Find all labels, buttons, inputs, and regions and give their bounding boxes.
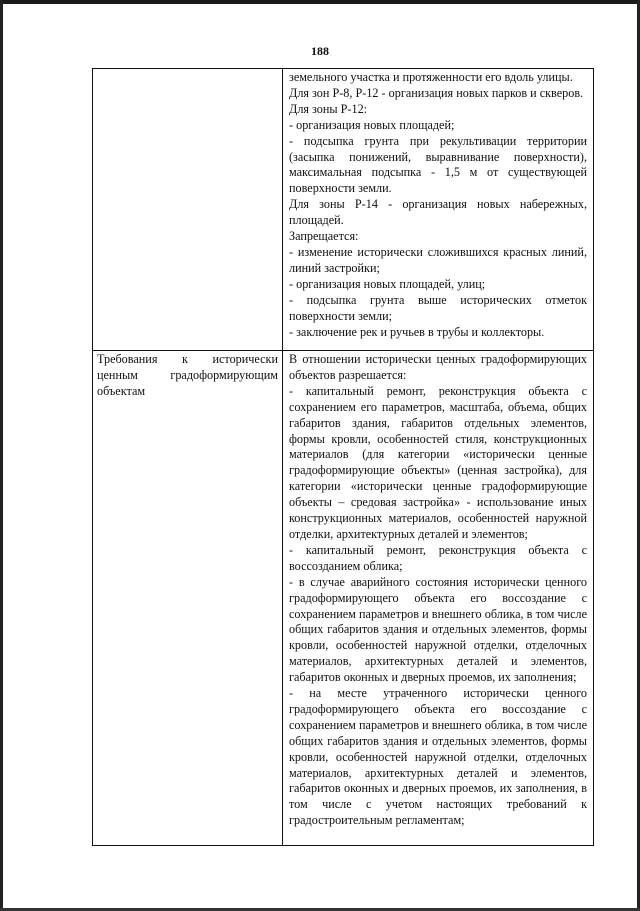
paragraph: - заключение рек и ручьев в трубы и коллекторы.: [289, 324, 545, 339]
paragraph: В отношении исторически ценных градоформирующих объектов разрешается:: [289, 352, 587, 382]
regulations-table: [92, 68, 594, 846]
paragraph: Для зоны Р-14 - организация новых набережных, площадей.: [289, 197, 587, 228]
paragraph: - капитальный ремонт, реконструкция объекта с сохранением его параметров, масштаба, объема, общих габаритов здания, габаритов отдельных элементов, формы кровли, особенностей стиля, конструкционных материалов (для категории «исторически ценные градоформирующие объекты» (ценная застройка), для категории «исторически ценные градоформирующие объекты – средовая застройка» - использование иных конструкционных материалов, особенностей наружной отделки, архитектурных деталей и элементов;: [289, 383, 587, 541]
paragraph: - организация новых площадей;: [289, 117, 455, 132]
paragraph: Для зон Р-8, Р-12 - организация новых парков и скверов.: [289, 85, 584, 100]
table-cell-left: [93, 351, 283, 845]
scan-edge-top: [0, 0, 640, 4]
paragraph: - в случае аварийного состояния исторически ценного градоформирующего объекта его воссоздание с сохранением параметров и внешнего облика, в том числе общих габаритов здания и отдельных элементов, формы кровли, особенностей наружной отделки, отделочных материалов, архитектурных деталей и элементов, габаритов оконных и дверных проемов, их заполнения;: [289, 574, 587, 685]
paragraph: - на месте утраченного исторически ценного градоформирующего объекта его воссоздание с сохранением параметров и внешнего облика, в том числе общих габаритов здания и отдельных элементов, формы кровли, особенностей наружной отделки, отделочных материалов, архитектурных деталей и элементов, габаритов оконных и дверных проемов, их заполнения, в том числе с учетом настоящих требований к градостроительным регламентам;: [289, 686, 587, 828]
table-row: [93, 351, 593, 846]
paragraph: Для зоны Р-12:: [289, 101, 368, 116]
paragraph: - капитальный ремонт, реконструкция объекта с воссозданием облика;: [289, 542, 587, 573]
table-cell-right: [283, 69, 593, 350]
table-row: [93, 68, 593, 351]
table-cell-left: [93, 69, 283, 350]
paragraph: - изменение исторически сложившихся красных линий, линий застройки;: [289, 244, 587, 275]
paragraph: - организация новых площадей, улиц;: [289, 276, 486, 291]
paragraph: - подсыпка грунта выше исторических отметок поверхности земли;: [289, 292, 587, 323]
page-number: 188: [311, 44, 329, 58]
table-cell-right: [283, 351, 593, 845]
scan-edge-left: [0, 0, 3, 911]
row-heading: Требования к исторически ценным градоформирующим объектам: [97, 352, 278, 398]
paragraph: Запрещается:: [289, 229, 359, 244]
paragraph: земельного участка и протяженности его вдоль улицы.: [289, 70, 573, 84]
paragraph: - подсыпка грунта при рекультивации территории (засыпка понижений, выравнивание поверхности), максимальная подсыпка - 1,5 м от существующей поверхности земли.: [289, 133, 587, 196]
